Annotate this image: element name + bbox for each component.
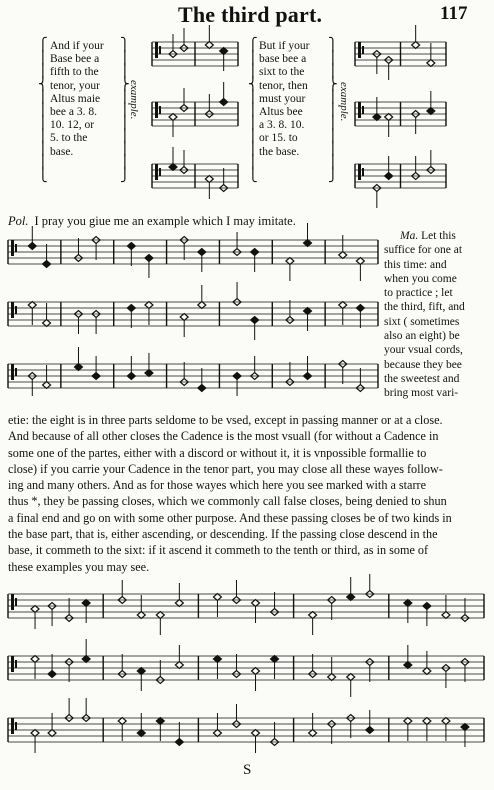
clef-mark — [159, 106, 161, 114]
clef-mark — [358, 102, 361, 118]
note-head — [205, 176, 213, 183]
note-head — [252, 668, 260, 675]
ma-text-line — [384, 243, 484, 257]
note-head — [74, 364, 82, 371]
note-head — [127, 305, 135, 312]
left-text-line: And if your — [50, 40, 104, 52]
right-brace-close: ⎫ ⎪ ⎪ ⎬ ⎪ ⎪ ⎪ ⎪ ⎪ ⎪ ⎭ — [328, 37, 338, 182]
note-head — [169, 114, 177, 121]
note-head — [252, 600, 260, 607]
note-head — [145, 370, 153, 377]
left-brace-close: ⎫ ⎪ ⎪ ⎬ ⎪ ⎪ ⎪ ⎪ ⎪ ⎪ ⎭ — [120, 37, 130, 182]
right-text-line: tenor, then — [259, 79, 308, 92]
body-paragraph — [8, 412, 484, 575]
note-head — [423, 668, 431, 675]
left-text-line: base. — [50, 145, 74, 158]
note-head — [48, 671, 56, 678]
note-head — [339, 252, 347, 259]
clef-mark — [15, 660, 17, 668]
clef-mark — [15, 244, 17, 252]
note-head — [461, 724, 469, 731]
clef-mark — [159, 46, 161, 54]
note-head — [137, 668, 145, 675]
note-head — [175, 739, 183, 746]
clef-mark — [15, 368, 17, 376]
ma-line-text: because they bee — [384, 358, 462, 371]
note-head — [423, 603, 431, 610]
left-text-line: bee a 3. 8. — [50, 106, 97, 119]
body-text-line: close) if you carrie your Cadence in the tenor part, you may close all these wayes follow- — [8, 461, 443, 476]
signature-mark: S — [243, 762, 252, 778]
ma-line-text: the third, fift, and — [384, 301, 465, 314]
ma-text-line — [384, 229, 484, 243]
note-head — [156, 718, 164, 725]
note-head — [220, 99, 228, 106]
clef-mark — [11, 594, 14, 610]
clef-mark — [155, 164, 158, 180]
note-head — [198, 385, 206, 392]
body-text-line: thus *, they be passing closes, which we commonly call false closes, being denied to shun — [8, 494, 447, 509]
note-head — [213, 656, 221, 663]
body-text-line: a final end and go on with some other purpose. And these passing closes be of two kinds in — [8, 510, 452, 525]
note-head — [175, 662, 183, 669]
ma-text-line — [384, 358, 484, 372]
ma-text-line — [384, 315, 484, 329]
clef-mark — [362, 106, 364, 114]
right-text-line: must your — [259, 92, 306, 105]
note-head — [304, 240, 312, 247]
right-text-line: the base. — [259, 145, 300, 158]
note-head — [339, 302, 347, 309]
note-head — [304, 373, 312, 380]
note-head — [145, 255, 153, 262]
note-head — [31, 730, 39, 737]
note-head — [442, 612, 450, 619]
ma-text-line — [384, 372, 484, 386]
ma-text-line — [384, 386, 484, 400]
note-head — [127, 243, 135, 250]
note-head — [427, 60, 435, 67]
note-head — [205, 42, 213, 49]
ma-line-text: bring most vari- — [384, 387, 459, 400]
ma-line-text: the sweetest and — [384, 372, 460, 385]
clef-mark — [11, 656, 14, 672]
note-head — [328, 674, 336, 681]
note-head — [427, 108, 435, 115]
body-text-line: etie: the eight is in three parts seldome to be vsed, except in passing manner or at a close. — [8, 413, 443, 427]
note-head — [356, 258, 364, 265]
note-head — [31, 656, 39, 663]
note-head — [156, 612, 164, 619]
body-text-line: these examples you may see. — [8, 559, 150, 574]
ma-line-text: this time: and — [384, 258, 447, 271]
left-text-line: fifth to the — [50, 66, 99, 79]
note-head — [145, 302, 153, 309]
note-head — [366, 727, 374, 734]
right-text-line: a 3. 8. 10. — [259, 119, 305, 132]
right-text-line: sixt to the — [259, 66, 305, 79]
note-head — [251, 249, 259, 256]
note-head — [137, 612, 145, 619]
body-text-line: base, it commeth to the sixt: if it ascend it commeth to the tenth or third, as in some of — [8, 543, 429, 558]
ma-line-text: suffice for one at — [384, 244, 463, 257]
note-head — [252, 730, 260, 737]
speaker-pol: Pol. — [8, 214, 29, 228]
note-head — [213, 594, 221, 601]
body-text-line: ing and many others. And as for those wayes which here you see marked with a starre — [8, 478, 426, 493]
example-label-left: example. — [128, 80, 140, 120]
note-head — [31, 606, 39, 613]
note-head — [169, 164, 177, 171]
note-head — [373, 114, 381, 121]
note-head — [251, 317, 259, 324]
ma-text-line — [384, 272, 484, 286]
left-text-line: tenor, your — [50, 79, 100, 92]
note-head — [127, 373, 135, 380]
note-head — [118, 718, 126, 725]
left-text-line: Altus maie — [50, 92, 101, 105]
clef-mark — [155, 102, 158, 118]
note-head — [385, 114, 393, 121]
left-text-line: 10. 12, or — [50, 119, 95, 132]
note-head — [404, 600, 412, 607]
note-head — [220, 48, 228, 55]
clef-mark — [362, 46, 364, 54]
note-head — [48, 730, 56, 737]
note-head — [233, 373, 241, 380]
note-head — [385, 173, 393, 180]
note-head — [304, 308, 312, 315]
running-header-title: The third part. — [178, 2, 323, 27]
ma-line-text: when you come — [384, 272, 457, 285]
right-text-line: base bee a — [259, 53, 307, 66]
page-number: 117 — [440, 3, 468, 24]
note-head — [82, 656, 90, 663]
right-text-line: Altus bee — [259, 106, 303, 119]
ma-line-text: to practice ; let — [384, 287, 453, 300]
ma-line-text: sixt ( sometimes — [384, 315, 460, 328]
ma-text-line — [384, 286, 484, 300]
left-side-text — [50, 40, 116, 159]
ma-text-line — [384, 258, 484, 272]
note-head — [404, 718, 412, 725]
clef-mark — [358, 42, 361, 58]
left-brace-open: ⎧ ⎪ ⎪ ⎨ ⎪ ⎪ ⎪ ⎪ ⎪ ⎪ ⎩ — [38, 37, 48, 182]
note-head — [137, 730, 145, 737]
speaker-ma: Ma. — [400, 230, 422, 242]
clef-mark — [358, 164, 361, 180]
ma-text-line — [384, 300, 484, 314]
body-text-line: some one of the partes, either with a discord or without it, it is vnpossible formallie to — [8, 445, 427, 460]
note-head — [92, 373, 100, 380]
pol-question-line — [8, 214, 296, 229]
body-text-line: And because of all other closes the Cadence is the most vsuall (for without a Cadence in — [8, 429, 439, 444]
clef-mark — [11, 240, 14, 256]
clef-mark — [11, 718, 14, 734]
body-text-line: the base part, that is, either ascending, or descending. If the passing close descend in the — [8, 527, 438, 542]
right-text-line: But if your — [259, 40, 310, 52]
note-head — [423, 718, 431, 725]
right-brace-open: ⎧ ⎪ ⎪ ⎨ ⎪ ⎪ ⎪ ⎪ ⎪ ⎪ ⎩ — [248, 37, 258, 182]
ma-line-text: Let this — [421, 230, 456, 242]
note-head — [82, 600, 90, 607]
note-head — [286, 258, 294, 265]
ma-text-line — [384, 343, 484, 357]
note-head — [309, 730, 317, 737]
clef-mark — [15, 598, 17, 606]
pol-question-text: I pray you giue me an example which I may imitate. — [34, 214, 296, 228]
note-head — [442, 718, 450, 725]
left-text-line: 5. to the — [50, 132, 88, 145]
note-head — [28, 243, 36, 250]
clef-mark — [15, 306, 17, 314]
note-head — [347, 594, 355, 601]
note-head — [175, 600, 183, 607]
note-head — [28, 302, 36, 309]
example-label-right: example. — [338, 82, 350, 122]
clef-mark — [159, 168, 161, 176]
note-head — [43, 382, 51, 389]
clef-mark — [362, 168, 364, 176]
left-text-line: Base bee a — [50, 53, 100, 66]
note-head — [43, 320, 51, 327]
clef-mark — [15, 722, 17, 730]
note-head — [356, 305, 364, 312]
note-head — [309, 612, 317, 619]
clef-mark — [155, 42, 158, 58]
note-head — [198, 249, 206, 256]
clef-mark — [11, 364, 14, 380]
ma-line-text: your vsual cords, — [384, 344, 463, 357]
note-head — [271, 656, 279, 663]
note-head — [43, 261, 51, 268]
note-head — [412, 42, 420, 49]
note-head — [404, 662, 412, 669]
right-side-text — [259, 40, 325, 159]
ma-line-text: also an eight) be — [384, 330, 460, 343]
note-head — [198, 302, 206, 309]
right-text-line: or 15. to — [259, 132, 298, 145]
ma-answer-paragraph — [384, 229, 484, 401]
ma-text-line — [384, 329, 484, 343]
note-head — [213, 730, 221, 737]
clef-mark — [11, 302, 14, 318]
note-head — [347, 674, 355, 681]
note-head — [180, 314, 188, 321]
